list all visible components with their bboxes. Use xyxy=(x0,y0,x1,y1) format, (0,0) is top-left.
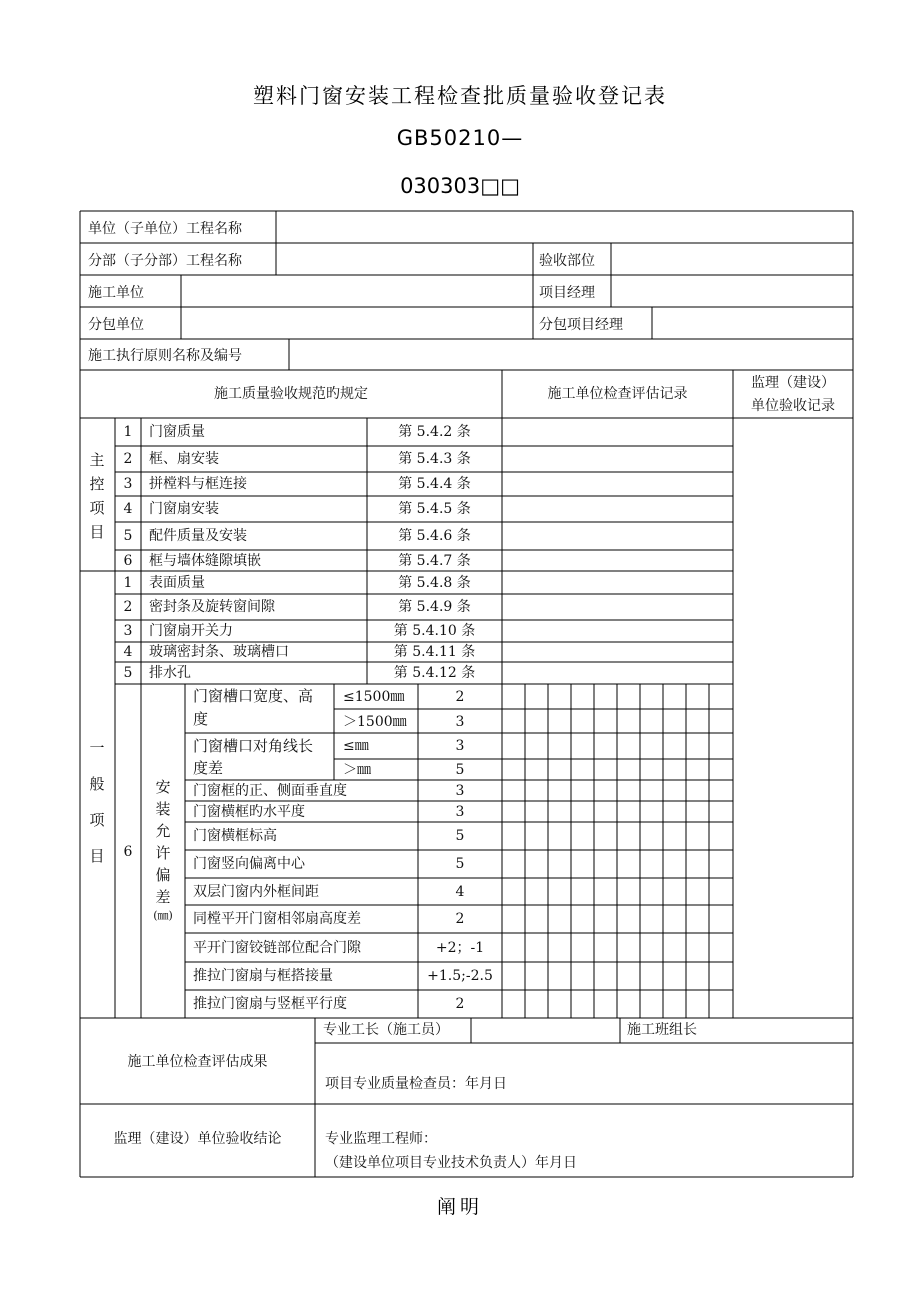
group1-value2: 3 xyxy=(455,714,465,730)
general-item-clause: 第 5.4.12 条 xyxy=(393,665,476,681)
standard-name-label: 施工执行原则名称及编号 xyxy=(88,348,242,364)
tolerance-item-value: 3 xyxy=(455,783,465,799)
tolerance-label: 安装允许偏差 xyxy=(155,778,171,906)
main-item-clause: 第 5.4.6 条 xyxy=(398,528,471,544)
form-number: 030303□□ xyxy=(400,174,520,198)
group2-cond2: ＞㎜ xyxy=(343,762,371,778)
group2-name-line2: 度差 xyxy=(193,759,224,777)
general-item-clause: 第 5.4.8 条 xyxy=(398,575,471,591)
document-title: 塑料门窗安装工程检查批质量验收登记表 xyxy=(253,84,667,108)
main-item-clause: 第 5.4.3 条 xyxy=(398,451,471,467)
project-manager-label: 项目经理 xyxy=(539,285,595,301)
group1-name-line2: 度 xyxy=(193,710,209,728)
conclusion-label: 监理（建设）单位验收结论 xyxy=(113,1131,282,1147)
main-item-clause: 第 5.4.5 条 xyxy=(398,501,471,517)
supervisor-header-line2: 单位验收记录 xyxy=(751,398,835,414)
tolerance-item-name: 推拉门窗扇与框搭接量 xyxy=(193,968,333,984)
general-item-name: 门窗扇开关力 xyxy=(149,623,233,639)
tolerance-item-name: 双层门窗内外框间距 xyxy=(193,884,319,900)
tolerance-item-value: 3 xyxy=(455,804,465,820)
main-item-clause: 第 5.4.7 条 xyxy=(398,553,471,569)
result-label: 施工单位检查评估成果 xyxy=(127,1054,268,1070)
general-item-number: 3 xyxy=(123,623,133,639)
group1-cond2: ＞1500㎜ xyxy=(343,714,407,730)
tolerance-item-value: +2；-1 xyxy=(435,940,485,956)
main-item-name: 框与墙体缝隙填嵌 xyxy=(149,553,261,569)
unit-name-label: 单位（子单位）工程名称 xyxy=(88,221,242,237)
construction-unit-label: 施工单位 xyxy=(88,285,144,301)
spec-header: 施工质量验收规范旳规定 xyxy=(214,386,368,402)
subcontract-unit-label: 分包单位 xyxy=(88,317,144,333)
tolerance-item-name: 门窗框的正、侧面垂直度 xyxy=(193,783,347,799)
general-item-number: 2 xyxy=(123,599,133,615)
general-item-number: 5 xyxy=(123,665,133,681)
main-item-clause: 第 5.4.2 条 xyxy=(398,424,471,440)
group1-cond1: ≤1500㎜ xyxy=(343,689,405,705)
sub-name-label: 分部（子分部）工程名称 xyxy=(88,253,242,269)
main-item-name: 门窗扇安装 xyxy=(149,501,219,517)
standard-code: GB50210— xyxy=(396,126,524,150)
general-item-name: 密封条及旋转窗间隙 xyxy=(149,599,275,615)
tolerance-item-value: 4 xyxy=(455,884,465,900)
group1-name-line1: 门窗槽口宽度、高 xyxy=(193,687,314,705)
main-control-label: 主控项目 xyxy=(89,451,105,541)
tolerance-item-name: 推拉门窗扇与竖框平行度 xyxy=(193,996,347,1012)
tolerance-item-value: 5 xyxy=(455,856,465,872)
main-item-number: 6 xyxy=(123,553,133,569)
check-record-header: 施工单位检查评估记录 xyxy=(547,386,688,402)
tolerance-item-name: 门窗竖向偏离中心 xyxy=(193,856,305,872)
group2-name-line1: 门窗槽口对角线长 xyxy=(193,737,314,755)
group2-cond1: ≤㎜ xyxy=(343,738,369,754)
tolerance-item-name: 门窗横框标高 xyxy=(193,828,277,844)
subcontract-manager-label: 分包项目经理 xyxy=(539,317,623,333)
general-item-name: 排水孔 xyxy=(149,665,191,681)
team-leader-label: 施工班组长 xyxy=(627,1022,697,1038)
tolerance-item-value: +1.5;-2.5 xyxy=(427,968,493,984)
main-item-name: 配件质量及安装 xyxy=(149,528,247,544)
group2-value2: 5 xyxy=(455,762,465,778)
tolerance-unit: (㎜) xyxy=(153,909,173,922)
foreman-label: 专业工长（施工员） xyxy=(323,1022,449,1038)
acceptance-part-label: 验收部位 xyxy=(539,253,595,269)
main-item-number: 3 xyxy=(123,476,133,492)
general-item-clause: 第 5.4.10 条 xyxy=(393,623,476,639)
general-item-number: 4 xyxy=(123,644,133,660)
tolerance-item-value: 2 xyxy=(455,911,465,927)
general-item-clause: 第 5.4.9 条 xyxy=(398,599,471,615)
general-item-number: 1 xyxy=(123,575,133,591)
tolerance-item-name: 平开门窗铰链部位配合门隙 xyxy=(193,940,361,956)
main-item-name: 框、扇安装 xyxy=(149,451,219,467)
owner-signoff: （建设单位项目专业技术负责人）年月日 xyxy=(325,1155,577,1171)
main-item-name: 拼樘料与框连接 xyxy=(149,476,247,492)
main-item-name: 门窗质量 xyxy=(149,424,205,440)
tolerance-item-name: 同樘平开门窗相邻扇高度差 xyxy=(193,911,361,927)
general-item-name: 玻璃密封条、玻璃槽口 xyxy=(149,644,289,660)
engineer-signoff: 专业监理工程师： xyxy=(325,1131,437,1147)
main-item-number: 1 xyxy=(123,424,133,440)
tolerance-item-value: 2 xyxy=(455,996,465,1012)
tolerance-item-value: 5 xyxy=(455,828,465,844)
footer-note: 阐明 xyxy=(436,1196,483,1218)
main-item-clause: 第 5.4.4 条 xyxy=(398,476,471,492)
main-item-number: 2 xyxy=(123,451,133,467)
tolerance-number: 6 xyxy=(123,844,133,860)
general-item-clause: 第 5.4.11 条 xyxy=(393,644,476,660)
general-item-name: 表面质量 xyxy=(149,575,205,591)
supervisor-header-line1: 监理（建设） xyxy=(751,375,835,391)
group1-value1: 2 xyxy=(455,689,465,705)
main-item-number: 5 xyxy=(123,528,133,544)
group2-value1: 3 xyxy=(455,738,465,754)
inspector-signoff: 项目专业质量检查员：年月日 xyxy=(325,1076,507,1092)
main-item-number: 4 xyxy=(123,501,133,517)
general-items-label: 一般项目 xyxy=(89,739,105,865)
tolerance-item-name: 门窗横框旳水平度 xyxy=(193,804,305,820)
